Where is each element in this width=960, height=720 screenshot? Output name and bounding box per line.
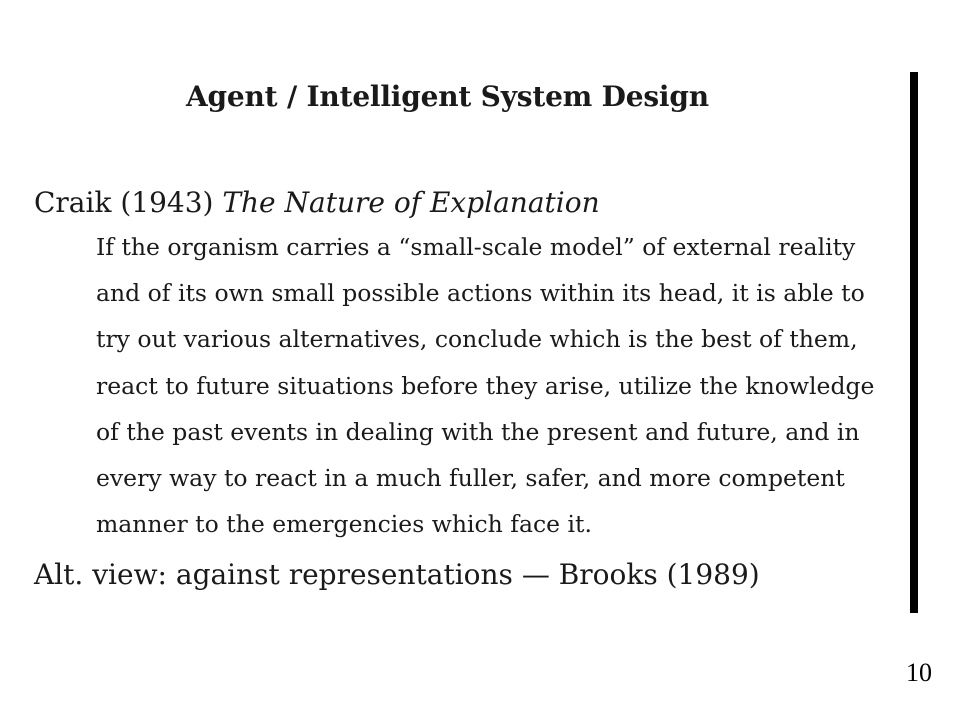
citation-book-title: The Nature of Explanation [222,186,600,219]
quote-line: react to future situations before they arise, utilize the knowledge [96,372,875,400]
page-number: 10 [906,658,932,687]
citation-author-year: Craik (1943) [34,186,223,219]
alt-view-line: Alt. view: against representations — Brooks (1989) [34,558,760,591]
quote-line: and of its own small possible actions within its head, it is able to [96,279,865,307]
quote-line: manner to the emergencies which face it. [96,510,592,538]
slide-title: Agent / Intelligent System Design [186,80,709,113]
quote-line: If the organism carries a “small-scale model” of external reality [96,233,856,261]
vertical-divider-bar [910,72,918,613]
quote-line: of the past events in dealing with the present and future, and in [96,418,860,446]
citation [34,186,600,219]
quote-line: every way to react in a much fuller, safer, and more competent [96,464,845,492]
quote-line: try out various alternatives, conclude which is the best of them, [96,325,858,353]
